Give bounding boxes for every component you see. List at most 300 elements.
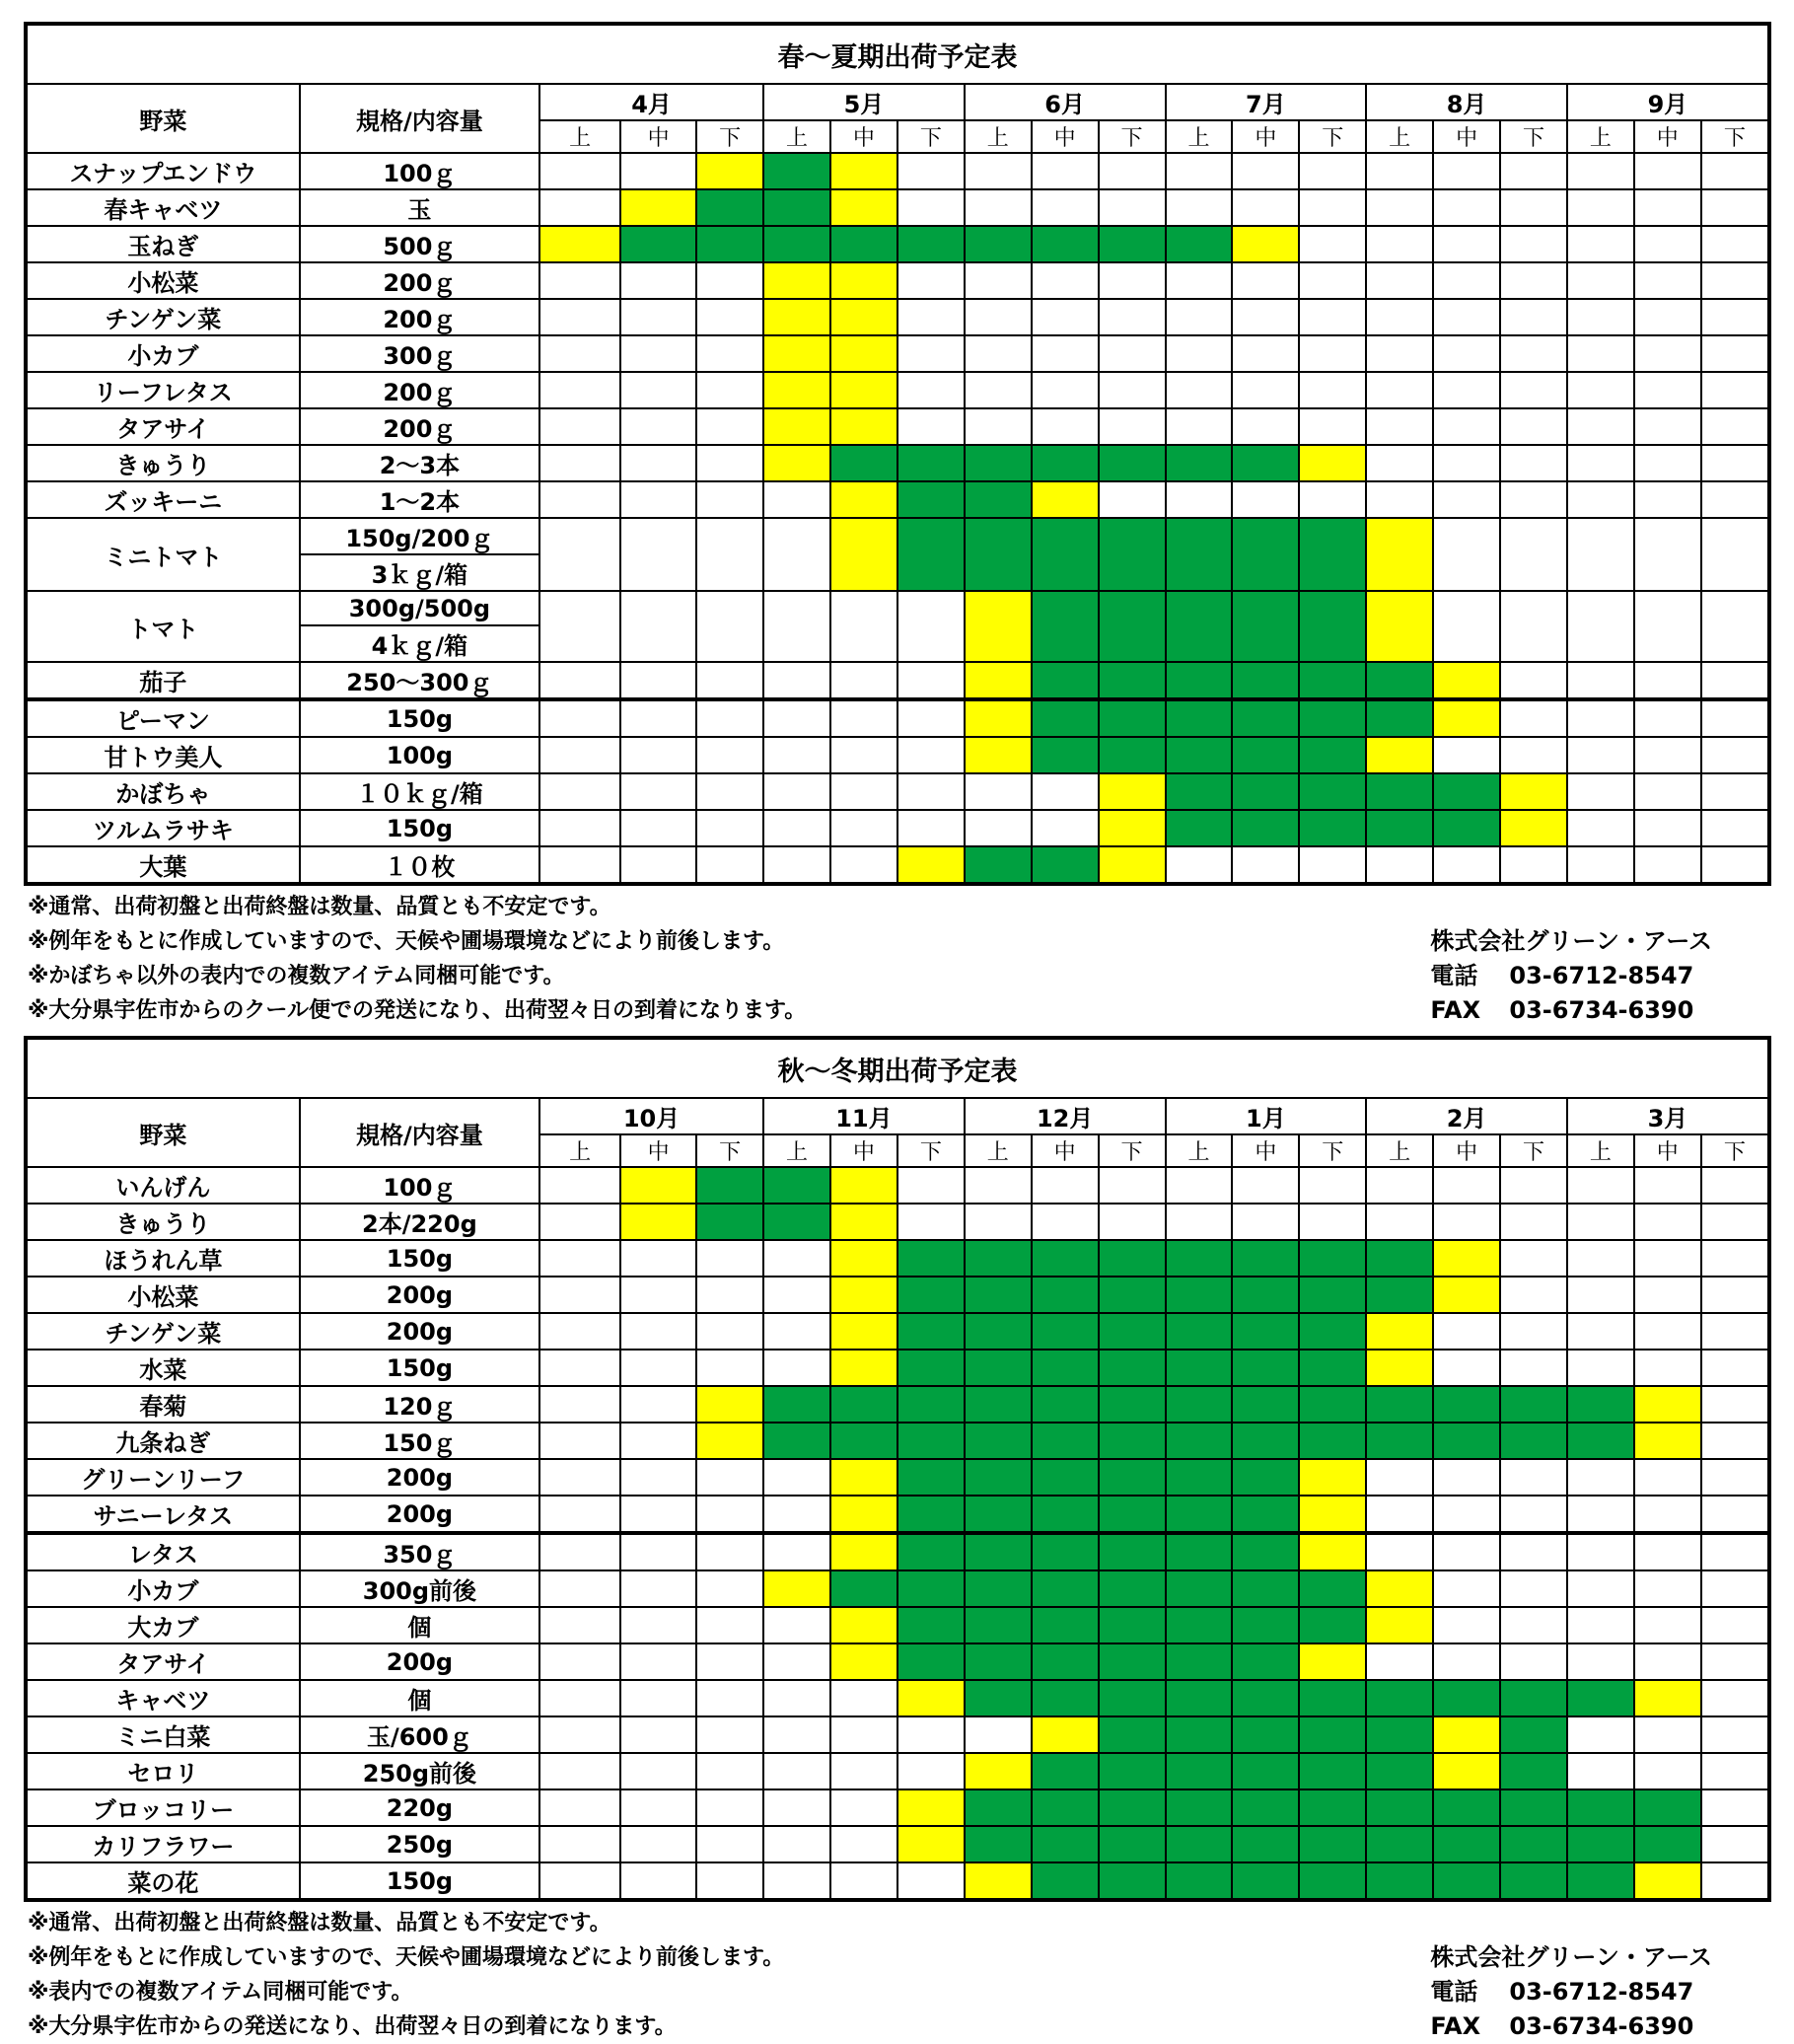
schedule-cell-peak	[1366, 1386, 1433, 1423]
schedule-cell-partial	[1634, 1862, 1701, 1900]
company-info	[1430, 1940, 1712, 2044]
table-row	[26, 1753, 1769, 1789]
schedule-cell-empty	[1500, 1459, 1567, 1496]
schedule-cell-peak	[1232, 662, 1299, 699]
table-row	[26, 445, 1769, 481]
schedule-cell-partial	[830, 1167, 897, 1204]
period-header: 下	[696, 120, 763, 153]
schedule-cell-empty	[1366, 445, 1433, 481]
schedule-cell-peak	[763, 1204, 830, 1240]
table-row	[26, 1313, 1769, 1350]
schedule-cell-empty	[1567, 1570, 1634, 1607]
schedule-cell-partial	[1366, 737, 1433, 773]
schedule-cell-empty	[1299, 372, 1366, 408]
schedule-cell-peak	[1567, 1826, 1634, 1862]
schedule-cell-empty	[1634, 189, 1701, 226]
spec-value: 個	[300, 1607, 539, 1643]
schedule-cell-empty	[1500, 1533, 1567, 1570]
schedule-cell-empty	[1701, 189, 1769, 226]
schedule-cell-peak	[1032, 518, 1099, 591]
schedule-cell-empty	[830, 662, 897, 699]
schedule-cell-empty	[539, 518, 620, 591]
schedule-cell-empty	[1366, 846, 1433, 884]
schedule-cell-peak	[1032, 1607, 1099, 1643]
vegetable-name: ブロッコリー	[26, 1789, 300, 1826]
schedule-cell-peak	[1232, 591, 1299, 662]
schedule-cell-empty	[696, 372, 763, 408]
schedule-cell-peak	[1032, 1313, 1099, 1350]
spec-value: 200ｇ	[300, 408, 539, 445]
schedule-cell-peak	[1099, 1313, 1166, 1350]
schedule-cell-peak	[897, 1643, 965, 1680]
period-header: 下	[1500, 1134, 1567, 1167]
vegetable-column-header: 野菜	[26, 1098, 300, 1167]
vegetable-name: 茄子	[26, 662, 300, 699]
vegetable-name: レタス	[26, 1533, 300, 1570]
schedule-cell-partial	[1299, 1496, 1366, 1533]
schedule-cell-peak	[1232, 445, 1299, 481]
spec-value: 玉/600ｇ	[300, 1716, 539, 1753]
schedule-cell-peak	[965, 1459, 1032, 1496]
spec-value: 2本/220g	[300, 1204, 539, 1240]
schedule-cell-peak	[1166, 737, 1233, 773]
schedule-cell-peak	[763, 1386, 830, 1423]
schedule-cell-empty	[1099, 481, 1166, 518]
schedule-cell-empty	[1567, 810, 1634, 846]
schedule-cell-peak	[1299, 1277, 1366, 1313]
schedule-cell-empty	[1567, 372, 1634, 408]
schedule-cell-partial	[1366, 1607, 1433, 1643]
schedule-cell-empty	[539, 1680, 620, 1716]
schedule-cell-empty	[539, 662, 620, 699]
schedule-cell-peak	[1232, 1826, 1299, 1862]
schedule-cell-partial	[763, 299, 830, 335]
schedule-cell-empty	[1634, 445, 1701, 481]
schedule-cell-empty	[763, 662, 830, 699]
month-header: 11月	[763, 1098, 965, 1134]
schedule-cell-empty	[539, 1862, 620, 1900]
schedule-cell-empty	[830, 1753, 897, 1789]
schedule-cell-empty	[1299, 408, 1366, 445]
schedule-cell-empty	[620, 737, 696, 773]
schedule-cell-empty	[1634, 810, 1701, 846]
schedule-cell-empty	[897, 662, 965, 699]
schedule-cell-empty	[539, 262, 620, 299]
schedule-cell-peak	[1099, 518, 1166, 591]
schedule-cell-empty	[1500, 1643, 1567, 1680]
schedule-cell-peak	[965, 1607, 1032, 1643]
schedule-cell-empty	[1099, 372, 1166, 408]
schedule-cell-peak	[1433, 1789, 1500, 1826]
schedule-cell-empty	[539, 1496, 620, 1533]
schedule-cell-empty	[1366, 1167, 1433, 1204]
schedule-cell-empty	[1567, 591, 1634, 662]
schedule-cell-peak	[1166, 1680, 1233, 1716]
schedule-cell-empty	[539, 1533, 620, 1570]
schedule-cell-empty	[897, 699, 965, 737]
schedule-cell-empty	[897, 591, 965, 662]
schedule-cell-empty	[539, 372, 620, 408]
schedule-cell-peak	[897, 1240, 965, 1277]
schedule-cell-empty	[1232, 189, 1299, 226]
schedule-cell-empty	[1500, 153, 1567, 189]
schedule-cell-peak	[1232, 518, 1299, 591]
schedule-cell-empty	[763, 1826, 830, 1862]
fax-number: 03-6734-6390	[1509, 996, 1694, 1024]
period-header: 上	[965, 120, 1032, 153]
schedule-cell-empty	[696, 1240, 763, 1277]
schedule-cell-peak	[1500, 1862, 1567, 1900]
schedule-cell-peak	[1032, 846, 1099, 884]
schedule-cell-peak	[1366, 1862, 1433, 1900]
schedule-cell-peak	[965, 1240, 1032, 1277]
schedule-cell-empty	[539, 189, 620, 226]
schedule-cell-empty	[965, 773, 1032, 810]
schedule-cell-empty	[1232, 408, 1299, 445]
schedule-cell-empty	[696, 1570, 763, 1607]
schedule-cell-empty	[1701, 846, 1769, 884]
schedule-cell-partial	[696, 1423, 763, 1459]
schedule-cell-peak	[1299, 518, 1366, 591]
note-list	[28, 890, 806, 1028]
schedule-cell-empty	[539, 481, 620, 518]
schedule-cell-empty	[696, 1826, 763, 1862]
schedule-cell-partial	[539, 226, 620, 262]
schedule-cell-peak	[1032, 445, 1099, 481]
schedule-cell-peak	[965, 1570, 1032, 1607]
schedule-cell-peak	[696, 1167, 763, 1204]
schedule-cell-empty	[1634, 408, 1701, 445]
schedule-cell-partial	[897, 846, 965, 884]
schedule-cell-peak	[1166, 1643, 1233, 1680]
schedule-cell-empty	[539, 1167, 620, 1204]
schedule-cell-empty	[1366, 1204, 1433, 1240]
schedule-cell-empty	[965, 335, 1032, 372]
schedule-cell-peak	[965, 1350, 1032, 1386]
table-row	[26, 481, 1769, 518]
schedule-cell-empty	[696, 262, 763, 299]
schedule-cell-empty	[539, 1607, 620, 1643]
schedule-cell-empty	[539, 1350, 620, 1386]
schedule-cell-peak	[897, 1386, 965, 1423]
schedule-cell-peak	[1032, 662, 1099, 699]
note-line: ※表内での複数アイテム同梱可能です。	[28, 1980, 413, 2005]
schedule-cell-peak	[1032, 1862, 1099, 1900]
schedule-cell-partial	[1099, 846, 1166, 884]
schedule-cell-peak	[897, 481, 965, 518]
spec-value: 3ｋｇ/箱	[300, 554, 539, 591]
schedule-cell-empty	[763, 1680, 830, 1716]
schedule-cell-empty	[1500, 481, 1567, 518]
schedule-cell-empty	[1500, 372, 1567, 408]
spec-value: 200g	[300, 1313, 539, 1350]
schedule-cell-empty	[1701, 1313, 1769, 1350]
table-row	[26, 408, 1769, 445]
schedule-cell-peak	[965, 1386, 1032, 1423]
period-header: 中	[1232, 120, 1299, 153]
company-name: 株式会社グリーン・アース	[1430, 927, 1712, 955]
schedule-cell-empty	[1500, 1496, 1567, 1533]
schedule-cell-empty	[1634, 662, 1701, 699]
vegetable-name: スナップエンドウ	[26, 153, 300, 189]
schedule-cell-peak	[1299, 591, 1366, 662]
schedule-cell-peak	[1166, 1459, 1233, 1496]
schedule-cell-empty	[897, 1862, 965, 1900]
vegetable-name: タアサイ	[26, 1643, 300, 1680]
schedule-cell-empty	[539, 445, 620, 481]
schedule-cell-peak	[1232, 699, 1299, 737]
schedule-cell-empty	[696, 481, 763, 518]
schedule-cell-empty	[1634, 153, 1701, 189]
schedule-cell-peak	[1032, 591, 1099, 662]
schedule-cell-empty	[620, 1459, 696, 1496]
schedule-cell-peak	[1099, 1350, 1166, 1386]
schedule-cell-partial	[1433, 1753, 1500, 1789]
vegetable-name: 小カブ	[26, 1570, 300, 1607]
table-row	[26, 189, 1769, 226]
schedule-cell-empty	[1299, 153, 1366, 189]
schedule-cell-empty	[696, 1496, 763, 1533]
schedule-cell-empty	[1701, 226, 1769, 262]
schedule-cell-partial	[1032, 481, 1099, 518]
schedule-cell-empty	[620, 810, 696, 846]
schedule-cell-peak	[1500, 1386, 1567, 1423]
schedule-cell-peak	[1166, 1240, 1233, 1277]
schedule-cell-empty	[1500, 662, 1567, 699]
schedule-cell-empty	[1366, 1459, 1433, 1496]
vegetable-name: サニーレタス	[26, 1496, 300, 1533]
schedule-cell-empty	[1701, 1386, 1769, 1423]
schedule-cell-peak	[1099, 1570, 1166, 1607]
schedule-cell-peak	[1032, 1496, 1099, 1533]
schedule-cell-empty	[763, 1753, 830, 1789]
schedule-cell-empty	[1433, 335, 1500, 372]
schedule-cell-peak	[1433, 810, 1500, 846]
schedule-cell-partial	[1232, 226, 1299, 262]
schedule-cell-peak	[1634, 1789, 1701, 1826]
schedule-cell-empty	[1634, 1167, 1701, 1204]
period-header: 下	[1500, 120, 1567, 153]
vegetable-name: リーフレタス	[26, 372, 300, 408]
schedule-cell-partial	[696, 1386, 763, 1423]
schedule-cell-peak	[1166, 662, 1233, 699]
schedule-cell-empty	[620, 591, 696, 662]
schedule-cell-peak	[1232, 1643, 1299, 1680]
schedule-cell-empty	[1634, 846, 1701, 884]
schedule-cell-empty	[965, 1167, 1032, 1204]
schedule-cell-partial	[1366, 1570, 1433, 1607]
schedule-cell-empty	[763, 1862, 830, 1900]
note-line: ※かぼちゃ以外の表内での複数アイテム同梱可能です。	[28, 964, 565, 988]
schedule-cell-peak	[1366, 1753, 1433, 1789]
schedule-cell-empty	[1567, 518, 1634, 591]
schedule-cell-peak	[965, 1496, 1032, 1533]
schedule-cell-peak	[1099, 737, 1166, 773]
schedule-cell-empty	[1232, 372, 1299, 408]
schedule-cell-peak	[965, 1313, 1032, 1350]
month-header: 10月	[539, 1098, 763, 1134]
schedule-cell-empty	[763, 1350, 830, 1386]
phone-label: 電話	[1430, 962, 1478, 989]
schedule-cell-empty	[1032, 408, 1099, 445]
schedule-cell-empty	[830, 846, 897, 884]
schedule-cell-empty	[1567, 189, 1634, 226]
schedule-cell-empty	[1634, 1716, 1701, 1753]
schedule-cell-peak	[1232, 1607, 1299, 1643]
schedule-cell-peak	[897, 1533, 965, 1570]
schedule-cell-empty	[1166, 335, 1233, 372]
schedule-cell-peak	[1032, 1386, 1099, 1423]
schedule-cell-peak	[1032, 1240, 1099, 1277]
vegetable-name: カリフラワー	[26, 1826, 300, 1862]
schedule-cell-empty	[965, 262, 1032, 299]
schedule-cell-empty	[1299, 189, 1366, 226]
schedule-cell-empty	[539, 1716, 620, 1753]
schedule-cell-empty	[696, 1862, 763, 1900]
table-row	[26, 1204, 1769, 1240]
schedule-cell-partial	[965, 591, 1032, 662]
schedule-cell-peak	[1366, 662, 1433, 699]
schedule-cell-partial	[620, 1167, 696, 1204]
schedule-cell-partial	[763, 408, 830, 445]
schedule-cell-empty	[1299, 335, 1366, 372]
schedule-cell-peak	[1433, 1680, 1500, 1716]
schedule-cell-peak	[1099, 1496, 1166, 1533]
schedule-cell-empty	[1634, 1313, 1701, 1350]
schedule-cell-empty	[1634, 226, 1701, 262]
schedule-cell-peak	[1232, 1459, 1299, 1496]
schedule-cell-empty	[1232, 262, 1299, 299]
period-header: 中	[1032, 120, 1099, 153]
schedule-cell-empty	[897, 1204, 965, 1240]
schedule-cell-peak	[1166, 1350, 1233, 1386]
schedule-cell-empty	[830, 1789, 897, 1826]
schedule-cell-empty	[763, 737, 830, 773]
table-row	[26, 299, 1769, 335]
spec-value: 200ｇ	[300, 299, 539, 335]
schedule-cell-empty	[696, 335, 763, 372]
schedule-cell-partial	[897, 1789, 965, 1826]
schedule-cell-partial	[763, 445, 830, 481]
schedule-cell-peak	[1232, 1350, 1299, 1386]
schedule-cell-peak	[1232, 1680, 1299, 1716]
vegetable-name: チンゲン菜	[26, 299, 300, 335]
schedule-cell-empty	[1634, 1570, 1701, 1607]
vegetable-name: ツルムラサキ	[26, 810, 300, 846]
schedule-cell-empty	[1032, 153, 1099, 189]
schedule-cell-peak	[1299, 1350, 1366, 1386]
vegetable-name: ほうれん草	[26, 1240, 300, 1277]
schedule-cell-empty	[1500, 518, 1567, 591]
schedule-cell-empty	[1567, 662, 1634, 699]
period-header: 中	[620, 1134, 696, 1167]
schedule-cell-empty	[897, 372, 965, 408]
schedule-cell-empty	[1366, 299, 1433, 335]
schedule-cell-empty	[1433, 846, 1500, 884]
month-header: 9月	[1567, 84, 1769, 120]
spec-value: 200g	[300, 1277, 539, 1313]
spec-value: 2～3本	[300, 445, 539, 481]
schedule-cell-empty	[620, 1277, 696, 1313]
schedule-cell-empty	[965, 1204, 1032, 1240]
schedule-cell-empty	[1500, 189, 1567, 226]
schedule-cell-peak	[620, 226, 696, 262]
schedule-cell-empty	[1634, 481, 1701, 518]
schedule-cell-empty	[1500, 699, 1567, 737]
schedule-cell-empty	[1701, 1496, 1769, 1533]
schedule-cell-empty	[1099, 1204, 1166, 1240]
schedule-cell-empty	[1433, 591, 1500, 662]
table-row	[26, 1789, 1769, 1826]
schedule-cell-empty	[1701, 1643, 1769, 1680]
schedule-cell-empty	[1500, 408, 1567, 445]
period-header: 中	[620, 120, 696, 153]
schedule-cell-partial	[830, 1313, 897, 1350]
schedule-cell-empty	[1567, 773, 1634, 810]
schedule-title: 春～夏期出荷予定表	[26, 24, 1769, 84]
schedule-cell-empty	[1500, 335, 1567, 372]
schedule-cell-empty	[1701, 408, 1769, 445]
schedule-cell-peak	[763, 1423, 830, 1459]
schedule-cell-empty	[830, 773, 897, 810]
schedule-cell-empty	[539, 1277, 620, 1313]
schedule-cell-peak	[1099, 1423, 1166, 1459]
schedule-cell-peak	[1032, 1459, 1099, 1496]
schedule-cell-empty	[539, 810, 620, 846]
schedule-cell-peak	[965, 445, 1032, 481]
spec-value: 150ｇ	[300, 1423, 539, 1459]
schedule-cell-partial	[1634, 1423, 1701, 1459]
schedule-cell-empty	[1701, 1459, 1769, 1496]
schedule-cell-peak	[830, 445, 897, 481]
schedule-cell-empty	[1433, 445, 1500, 481]
schedule-cell-partial	[1299, 445, 1366, 481]
schedule-cell-partial	[830, 1533, 897, 1570]
schedule-cell-empty	[1032, 262, 1099, 299]
schedule-cell-partial	[830, 1496, 897, 1533]
vegetable-name: 春菊	[26, 1386, 300, 1423]
schedule-cell-partial	[1366, 1313, 1433, 1350]
schedule-cell-peak	[965, 518, 1032, 591]
vegetable-name: トマト	[26, 591, 300, 662]
schedule-cell-empty	[1634, 737, 1701, 773]
schedule-cell-empty	[696, 1680, 763, 1716]
schedule-cell-empty	[1701, 773, 1769, 810]
schedule-cell-empty	[1299, 481, 1366, 518]
schedule-cell-empty	[1232, 335, 1299, 372]
schedule-cell-empty	[1701, 810, 1769, 846]
schedule-cell-peak	[1232, 1753, 1299, 1789]
schedule-cell-empty	[1567, 699, 1634, 737]
schedule-cell-empty	[965, 1716, 1032, 1753]
schedule-cell-empty	[1567, 1643, 1634, 1680]
schedule-cell-empty	[1567, 1496, 1634, 1533]
spec-value: 350ｇ	[300, 1533, 539, 1570]
company-phone	[1430, 1975, 1712, 2009]
schedule-cell-peak	[1166, 445, 1233, 481]
schedule-cell-empty	[1701, 153, 1769, 189]
schedule-cell-empty	[1232, 481, 1299, 518]
fax-number: 03-6734-6390	[1509, 2012, 1694, 2040]
schedule-cell-peak	[1567, 1386, 1634, 1423]
vegetable-name: 小カブ	[26, 335, 300, 372]
schedule-cell-empty	[1634, 591, 1701, 662]
schedule-cell-peak	[1032, 1753, 1099, 1789]
schedule-cell-empty	[965, 408, 1032, 445]
schedule-cell-empty	[897, 810, 965, 846]
schedule-cell-peak	[1366, 810, 1433, 846]
schedule-cell-peak	[1099, 591, 1166, 662]
